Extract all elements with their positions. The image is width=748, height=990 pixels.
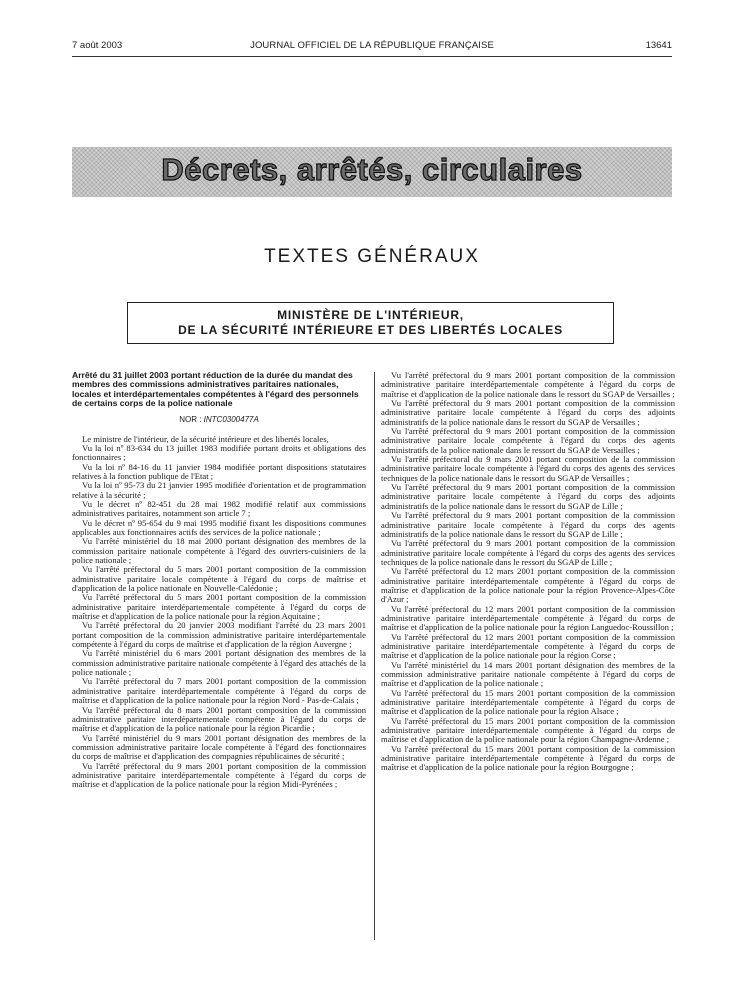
visa-paragraph: Vu la loi nº 95-73 du 21 janvier 1995 modifiée d'orientation et de programmation relative à la sécurité ; xyxy=(72,480,366,500)
visa-paragraph: Vu l'arrêté préfectoral du 9 mars 2001 portant composition de la commission administrative paritaire interdépartementale compétente à l'égard du corps de maîtrise et d'application de la police nationale pour la région Midi-Pyrénées ; xyxy=(72,760,366,790)
visa-paragraph: Vu l'arrêté préfectoral du 9 mars 2001 portant composition de la commission administrative paritaire locale compétente à l'égard du corps des adjoints administratifs de la police nationale dans le ressort du SGAP de Versailles ; xyxy=(381,398,675,427)
left-column xyxy=(72,371,366,790)
visa-paragraph: Vu la loi nº 83-634 du 13 juillet 1983 modifiée portant droits et obligations des fonctionnaires ; xyxy=(72,442,366,463)
ministry-line-1: MINISTÈRE DE L'INTÉRIEUR, xyxy=(277,308,464,322)
visa-paragraph: Vu l'arrêté préfectoral du 20 janvier 2003 modifiant l'arrêté du 23 mars 2001 portant composition de la commission administrative paritaire interdépartementale compétente à l'égard du corps de maîtrise et d'application de la région Auvergne ; xyxy=(72,620,366,650)
visa-paragraph: Vu le décret nº 95-654 du 9 mai 1995 modifié fixant les dispositions communes applicables aux fonctionnaires actifs des services de la police nationale ; xyxy=(72,517,366,537)
visa-paragraph: Vu l'arrêté préfectoral du 15 mars 2001 portant composition de la commission administrative paritaire interdépartementale compétente à l'égard du corps de maîtrise et d'application de la police nationale pour la région Alsace ; xyxy=(381,687,675,717)
visa-paragraph: Le ministre de l'intérieur, de la sécurité intérieure et des libertés locales, xyxy=(82,433,329,444)
nor-reference xyxy=(72,415,366,424)
visa-paragraph: Vu l'arrêté préfectoral du 12 mars 2001 portant composition de la commission administrative paritaire interdépartementale compétente à l'égard du corps de maîtrise et d'application de la police nationale pour la région Corse ; xyxy=(381,631,675,661)
visa-paragraph: Vu l'arrêté préfectoral du 15 mars 2001 portant composition de la commission administrative paritaire interdépartementale compétente à l'égard du corps de maîtrise et d'application de la police nationale pour la région Champagne-Ardenne ; xyxy=(381,715,675,745)
visa-paragraph: Vu l'arrêté ministériel du 9 mars 2001 portant désignation des membres de la commission administrative paritaire locale compétente à l'égard des fonctionnaires du corps de maîtrise et d'application des compagnies républicaines de sécurité ; xyxy=(72,732,366,762)
visa-paragraph: Vu l'arrêté préfectoral du 9 mars 2001 portant composition de la commission administrative paritaire locale compétente à l'égard du corps des agents des services techniques de la police nationale dans le ressort du SGAP de Versailles ; xyxy=(381,454,675,483)
visa-paragraph: Vu l'arrêté préfectoral du 9 mars 2001 portant composition de la commission administrative paritaire locale compétente à l'égard du corps des agents des services techniques de la police nationale dans le ressort du SGAP de Lille ; xyxy=(381,538,675,567)
journal-title: JOURNAL OFFICIEL DE LA RÉPUBLIQUE FRANÇAISE xyxy=(250,40,494,51)
page-header xyxy=(72,40,672,54)
visa-paragraph: Vu l'arrêté ministériel du 18 mai 2000 portant désignation des membres de la commission paritaire nationale compétente à l'égard des ouvriers-cuisiniers de la police nationale ; xyxy=(72,536,366,565)
visa-paragraph: Vu l'arrêté préfectoral du 7 mars 2001 portant composition de la commission administrative paritaire interdépartementale compétente à l'égard du corps de maîtrise et d'application de la police nationale pour la région Nord - Pas-de-Calais ; xyxy=(72,676,366,706)
right-column xyxy=(381,371,675,773)
visa-paragraph: Vu l'arrêté préfectoral du 8 mars 2001 portant composition de la commission administrative paritaire interdépartementale compétente à l'égard du corps de maîtrise et d'application de la police nationale pour la région Picardie ; xyxy=(72,704,366,734)
right-paragraphs xyxy=(381,371,675,773)
visa-paragraph: Vu l'arrêté préfectoral du 5 mars 2001 portant composition de la commission administrative paritaire interdépartementale compétente à l'égard du corps de maîtrise et d'application de la police nationale pour la région Aquitaine ; xyxy=(72,592,366,622)
ministry-box xyxy=(127,302,614,344)
visa-paragraph: Vu l'arrêté ministériel du 14 mars 2001 portant désignation des membres de la commission administrative paritaire nationale compétente à l'égard du corps de maîtrise et d'application de la police nationale ; xyxy=(381,659,675,689)
visa-paragraph: Vu l'arrêté préfectoral du 5 mars 2001 portant composition de la commission administrative paritaire locale compétente à l'égard du corps de maîtrise et d'application de la police nationale en Nouvelle-Calédonie ; xyxy=(72,564,366,594)
visa-paragraph: Vu l'arrêté préfectoral du 9 mars 2001 portant composition de la commission administrative paritaire locale compétente à l'égard du corps des agents administratifs de la police nationale dans le ressort du SGAP de Versailles ; xyxy=(381,426,675,455)
header-divider xyxy=(72,56,672,57)
visa-paragraph: Vu la loi nº 84-16 du 11 janvier 1984 modifiée portant dispositions statutaires relatives à la fonction publique de l'Etat ; xyxy=(72,461,366,481)
nor-label: NOR : xyxy=(179,415,202,425)
arrete-title: Arrêté du 31 juillet 2003 portant réduction de la durée du mandat des membres des commissions administratives paritaires nationales, locales et interdépartementales compétentes à l'égard des personnels de certains corps de la police nationale xyxy=(72,370,359,408)
column-divider xyxy=(374,372,375,940)
visa-paragraph: Vu l'arrêté préfectoral du 9 mars 2001 portant composition de la commission administrative paritaire locale compétente à l'égard du corps des adjoints administratifs de la police nationale dans le ressort du SGAP de Lille ; xyxy=(381,482,675,511)
visa-paragraph: Vu l'arrêté préfectoral du 15 mars 2001 portant composition de la commission administrative paritaire interdépartementale compétente à l'égard du corps de maîtrise et d'application de la police nationale pour la région Bourgogne ; xyxy=(381,743,675,773)
visa-paragraph: Vu l'arrêté préfectoral du 12 mars 2001 portant composition de la commission administrative paritaire interdépartementale compétente à l'égard du corps de maîtrise et d'application de la police nationale pour la région Provence-Alpes-Côte d'Azur ; xyxy=(381,566,675,605)
category-banner xyxy=(72,147,672,197)
visa-paragraph: Vu l'arrêté préfectoral du 9 mars 2001 portant composition de la commission administrative paritaire locale compétente à l'égard du corps des agents administratifs de la police nationale dans le ressort du SGAP de Lille ; xyxy=(381,510,675,539)
nor-code: INTC0300477A xyxy=(203,415,259,425)
visa-paragraph: Vu l'arrêté préfectoral du 12 mars 2001 portant composition de la commission administrative paritaire interdépartementale compétente à l'égard du corps de maîtrise et d'application de la police nationale pour la région Languedoc-Roussillon ; xyxy=(381,603,675,633)
visa-paragraph: Vu l'arrêté ministériel du 6 mars 2001 portant désignation des membres de la commission administrative paritaire nationale compétente à l'égard des attachés de la police nationale ; xyxy=(72,648,366,678)
left-paragraphs xyxy=(72,435,366,790)
page-number: 13641 xyxy=(645,40,672,51)
banner-title: Décrets, arrêtés, circulaires xyxy=(161,152,583,187)
section-title: TEXTES GÉNÉRAUX xyxy=(264,246,480,267)
visa-paragraph: Vu le décret nº 82-451 du 28 mai 1982 modifié relatif aux commissions administratives paritaires, notamment son article 7 ; xyxy=(72,498,366,519)
issue-date: 7 août 2003 xyxy=(72,40,123,51)
ministry-line-2: DE LA SÉCURITÉ INTÉRIEURE ET DES LIBERTÉS LOCALES xyxy=(178,323,563,337)
visa-paragraph: Vu l'arrêté préfectoral du 9 mars 2001 portant composition de la commission administrative paritaire interdépartementale compétente à l'égard du corps de maîtrise et d'application de la police nationale dans le ressort du SGAP de Versailles ; xyxy=(381,370,675,399)
